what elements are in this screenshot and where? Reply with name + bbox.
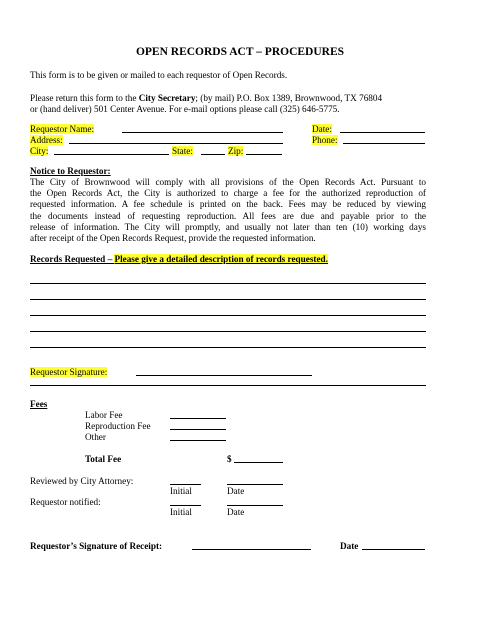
- labor-fee-field[interactable]: [170, 418, 226, 419]
- requestor-notified-label: Requestor notified:: [30, 497, 101, 507]
- receipt-date-field[interactable]: [362, 549, 425, 550]
- state-field[interactable]: [201, 154, 225, 155]
- initial-caption: Initial: [170, 507, 192, 517]
- date-caption: Date: [227, 507, 245, 517]
- reproduction-fee-label: Reproduction Fee: [85, 421, 151, 431]
- fees-heading: Fees: [30, 399, 48, 409]
- reproduction-fee-field[interactable]: [170, 429, 226, 430]
- total-fee-label: Total Fee: [85, 454, 122, 464]
- attorney-initial-field[interactable]: [170, 484, 201, 485]
- records-instruction: Please give a detailed description of records requested.: [114, 254, 328, 264]
- attorney-date-field[interactable]: [227, 484, 283, 485]
- requestor-name-field[interactable]: [122, 132, 283, 133]
- notice-body: [30, 177, 426, 244]
- address-field[interactable]: [69, 143, 283, 144]
- city-field[interactable]: [54, 154, 169, 155]
- records-line[interactable]: [30, 299, 426, 300]
- notice-line: The City of Brownwood will comply with all provisions of the Open Records Act. Pursuant to: [30, 177, 426, 187]
- requestor-signature-label: Requestor Signature:: [30, 367, 108, 377]
- records-requested-heading: Records Requested – Please give a detailed description of records requested.: [30, 254, 328, 264]
- city-secretary-label: City Secretary: [138, 93, 196, 103]
- phone-label: Phone:: [312, 135, 338, 145]
- labor-fee-label: Labor Fee: [85, 410, 123, 420]
- notice-line: requested information. A fee schedule is printed on the back. Fees may be reduced by viewing: [30, 199, 426, 210]
- currency-symbol: $: [227, 454, 232, 464]
- zip-field[interactable]: [246, 154, 282, 155]
- notified-initial-field[interactable]: [170, 505, 201, 506]
- other-fee-field[interactable]: [170, 440, 226, 441]
- return-post: ; (by mail) P.O. Box 1389, Brownwood, TX 76804: [195, 93, 383, 103]
- page-title: OPEN RECORDS ACT – PROCEDURES: [135, 46, 345, 58]
- city-attorney-label: Reviewed by City Attorney:: [30, 476, 134, 486]
- zip-label: Zip:: [228, 146, 244, 156]
- notice-line: the documents instead of requesting reproduction. All fees are due and payable prior to the: [30, 210, 426, 221]
- return-instructions-line2: or (hand deliver) 501 Center Avenue. For e-mail options please call (325) 646-5775.: [30, 104, 340, 114]
- records-line[interactable]: [30, 283, 426, 284]
- state-label: State:: [172, 146, 193, 156]
- city-label: City:: [30, 146, 49, 156]
- requestor-name-label: Requestor Name:: [30, 124, 95, 134]
- phone-field[interactable]: [343, 143, 425, 144]
- other-fee-label: Other: [85, 432, 106, 442]
- requestor-signature-field[interactable]: [136, 375, 312, 376]
- date-label: Date:: [312, 124, 332, 134]
- date-field[interactable]: [340, 132, 425, 133]
- address-label: Address:: [30, 135, 63, 145]
- records-line[interactable]: [30, 315, 426, 316]
- receipt-signature-field[interactable]: [192, 549, 311, 550]
- section-divider: [30, 385, 426, 386]
- receipt-signature-label: Requestor’s Signature of Receipt:: [30, 541, 163, 551]
- records-line[interactable]: [30, 331, 426, 332]
- notice-line: release of information. The City will promptly, and usually not later than ten (10) working days: [30, 221, 426, 232]
- initial-caption: Initial: [170, 486, 192, 496]
- total-fee-field[interactable]: [234, 462, 283, 463]
- receipt-date-label: Date: [340, 541, 359, 551]
- return-instructions-line1: [30, 93, 382, 104]
- records-line[interactable]: [30, 347, 426, 348]
- notice-heading: Notice to Requestor:: [30, 166, 111, 176]
- notice-line: after receipt of the Open Records Request, provide the requested information.: [30, 233, 316, 244]
- notified-date-field[interactable]: [227, 505, 283, 506]
- notice-line: the Open Records Act, the City is authorized to charge a fee for the authorized reproduction of: [30, 188, 426, 199]
- date-caption: Date: [227, 486, 245, 496]
- intro-text: This form is to be given or mailed to each requestor of Open Records.: [30, 70, 288, 80]
- return-pre: Please return this form to the: [30, 93, 139, 103]
